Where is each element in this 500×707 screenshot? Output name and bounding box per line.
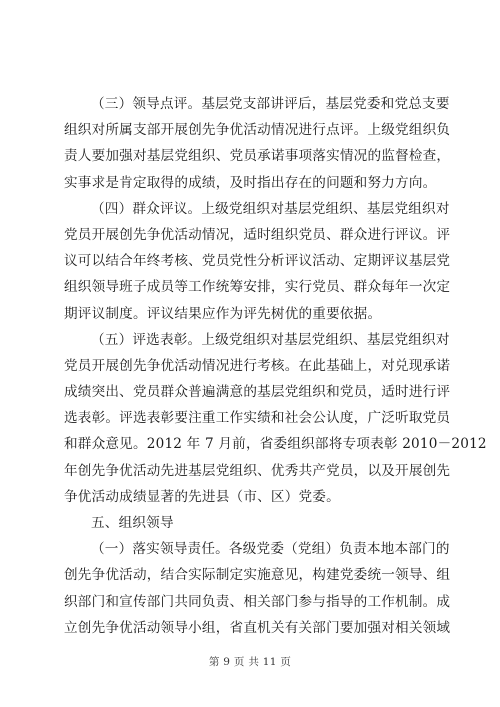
- page-footer: 第 9 页 共 11 页: [208, 656, 292, 668]
- text-line: 和群众意见。2012 年 7 月前，省委组织部将专项表彰 2010－2012: [64, 436, 487, 453]
- text-line: 党员开展创先争优活动情况进行考核。在此基础上，对兑现承诺: [64, 357, 451, 374]
- text-line: 议可以结合年终考核、党员党性分析评议活动、定期评议基层党: [64, 253, 451, 270]
- text-line: 责人要加强对基层党组织、党员承诺事项落实情况的监督检查，: [64, 148, 451, 165]
- text-line: （一）落实领导责任。各级党委（党组）负责本地本部门的: [91, 541, 450, 558]
- text-line: （四）群众评议。上级党组织对基层党组织、基层党组织对: [91, 200, 450, 217]
- text-line: 实事求是肯定取得的成绩，及时指出存在的问题和努力方向。: [64, 174, 437, 191]
- text-line: 成绩突出、党员群众普遍满意的基层党组织和党员，适时进行评: [64, 384, 451, 401]
- text-line: 选表彰。评选表彰要注重工作实绩和社会公认度，广泛听取党员: [64, 410, 451, 427]
- text-line: 立创先争优活动领导小组，省直机关有关部门要加强对相关领域: [64, 619, 451, 636]
- text-line: （三）领导点评。基层党支部讲评后，基层党委和党总支要: [91, 96, 450, 112]
- text-line: 期评议制度。评议结果应作为评先树优的重要依据。: [64, 305, 382, 322]
- text-line: 创先争优活动，结合实际制定实施意见，构建党委统一领导、组: [64, 567, 451, 584]
- document-body: [64, 91, 487, 641]
- text-line: 党员开展创先争优活动情况，适时组织党员、群众进行评议。评: [64, 226, 451, 243]
- text-line: 组织对所属支部开展创先争优活动情况进行点评。上级党组织负: [64, 122, 451, 139]
- text-line: 织部门和宣传部门共同负责、相关部门参与指导的工作机制。成: [64, 593, 451, 610]
- text-line: 年创先争优活动先进基层党组织、优秀共产党员，以及开展创先: [64, 462, 451, 479]
- text-line: 争优活动成绩显著的先进县（市、区）党委。: [64, 488, 340, 505]
- text-line: 组织领导班子成员等工作统筹安排，实行党员、群众每年一次定: [64, 279, 451, 296]
- text-line: 五、组织领导: [91, 515, 174, 531]
- text-line: （五）评选表彰。上级党组织对基层党组织、基层党组织对: [91, 331, 450, 348]
